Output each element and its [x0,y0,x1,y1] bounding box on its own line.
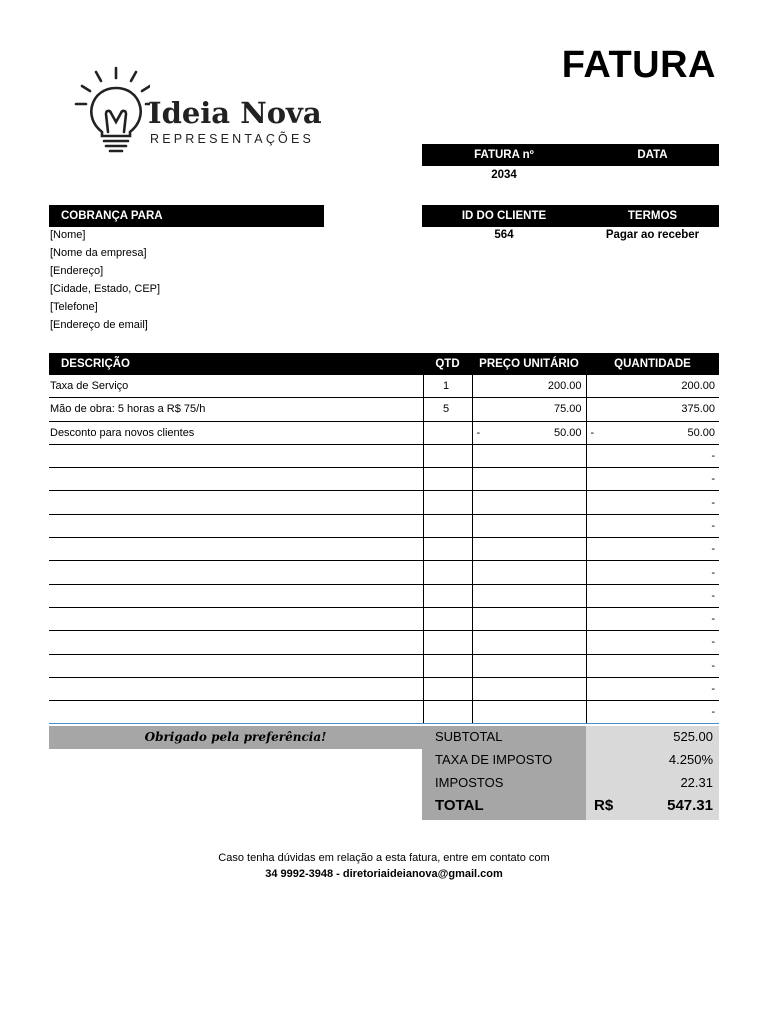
item-description [49,538,423,561]
lightbulb-icon [70,62,150,157]
item-qty: 5 [423,398,472,421]
client-id-label: ID DO CLIENTE [461,210,547,222]
items-header-row [49,353,719,375]
billing-company: [Nome da empresa] [50,247,147,259]
item-qty [423,701,472,724]
terms-label: TERMOS [627,210,678,222]
billing-city: [Cidade, Estado, CEP] [50,283,161,295]
item-amount [586,444,719,467]
item-amount [586,375,719,398]
billing-address: [Endereço] [50,265,104,277]
item-qty [423,607,472,630]
totals-values [586,726,719,820]
table-row [49,444,719,467]
billing-name: [Nome] [50,229,86,241]
item-unit-price [472,468,586,491]
thank-you-message: Obrigado pela preferência! [49,726,422,749]
item-unit-price [472,491,586,514]
table-row [49,677,719,700]
amount-sign: - [590,426,595,439]
item-unit-price [472,584,586,607]
table-row [49,538,719,561]
header-unit-price: PREÇO UNITÁRIO [472,353,586,375]
item-unit-price [472,701,586,724]
item-amount [586,677,719,700]
unit-price-value: 50.00 [553,426,582,439]
item-description [49,701,423,724]
total-label: TOTAL [435,797,484,814]
client-id: 564 [494,229,514,241]
item-amount [586,398,719,421]
amount-value: - [711,636,715,649]
date-label: DATA [637,149,668,161]
item-unit-price [472,607,586,630]
billing-header-bar [49,205,324,227]
item-unit-price [472,631,586,654]
invoice-header-bar [422,144,719,166]
items-table [49,353,719,724]
table-row [49,468,719,491]
amount-value: - [711,613,715,626]
item-qty [423,561,472,584]
item-qty [423,677,472,700]
footer-contact-text: Caso tenha dúvidas em relação a esta fatura, entre em contato com [218,852,550,864]
item-qty [423,491,472,514]
table-row [49,514,719,537]
table-row [49,654,719,677]
item-unit-price [472,654,586,677]
amount-value: - [711,543,715,556]
company-logo [70,62,320,162]
table-row [49,375,719,398]
item-amount [586,538,719,561]
tax-rate-value: 4.250% [668,752,713,767]
item-unit-price [472,514,586,537]
table-row [49,561,719,584]
table-row [49,701,719,724]
item-description [49,607,423,630]
item-qty [423,538,472,561]
item-unit-price [472,444,586,467]
item-amount [586,631,719,654]
client-header-bar [422,205,719,227]
item-unit-price [472,421,586,444]
amount-value: - [711,706,715,719]
item-unit-price [472,561,586,584]
table-row [49,607,719,630]
item-amount [586,468,719,491]
amount-value: 50.00 [687,426,715,439]
amount-value: - [711,519,715,532]
item-qty [423,421,472,444]
amount-value: - [711,496,715,509]
totals-labels [422,726,586,820]
total-currency: R$ [594,797,614,814]
table-row [49,631,719,654]
company-name: Ideia Nova [148,96,322,130]
item-description [49,514,423,537]
subtotal-label: SUBTOTAL [435,729,503,744]
item-amount [586,584,719,607]
item-description [49,491,423,514]
company-tagline: REPRESENTAÇÕES [150,132,315,146]
item-description: Taxa de Serviço [49,375,423,398]
payment-terms: Pagar ao receber [605,229,700,241]
amount-value: - [711,589,715,602]
item-description [49,584,423,607]
subtotal-value: 525.00 [673,729,713,744]
item-qty [423,654,472,677]
item-unit-price [472,375,586,398]
item-amount [586,421,719,444]
amount-value: - [711,659,715,672]
total-value: 547.31 [667,797,713,814]
item-qty [423,631,472,654]
unit-price-value: 200.00 [547,380,582,393]
item-qty [423,514,472,537]
item-qty [423,444,472,467]
unit-price-value: 75.00 [553,403,582,416]
item-description [49,468,423,491]
billing-phone: [Telefone] [50,301,98,313]
invoice-number: 2034 [491,169,517,181]
amount-value: - [711,473,715,486]
document-title: FATURA [561,44,716,86]
item-description: Mão de obra: 5 horas a R$ 75/h [49,398,423,421]
item-amount [586,514,719,537]
billing-label: COBRANÇA PARA [61,210,163,222]
amount-value: 375.00 [681,403,715,416]
billing-email: [Endereço de email] [50,319,148,331]
tax-rate-label: TAXA DE IMPOSTO [435,752,553,767]
item-qty: 1 [423,375,472,398]
item-amount [586,654,719,677]
item-qty [423,584,472,607]
item-description [49,444,423,467]
taxes-label: IMPOSTOS [435,775,504,790]
footer-contact-details: 34 9992-3948 - diretoriaideianova@gmail.com [265,868,503,880]
item-description [49,677,423,700]
item-description [49,631,423,654]
item-description [49,654,423,677]
header-description: DESCRIÇÃO [49,353,423,375]
item-unit-price [472,538,586,561]
table-row [49,398,719,421]
header-qty: QTD [423,353,472,375]
item-description [49,561,423,584]
header-amount: QUANTIDADE [586,353,719,375]
invoice-number-label: FATURA nº [474,149,534,161]
amount-value: 200.00 [681,380,715,393]
amount-value: - [711,450,715,463]
table-row [49,421,719,444]
amount-value: - [711,683,715,695]
unit-price-sign: - [476,426,481,439]
item-qty [423,468,472,491]
taxes-value: 22.31 [680,775,713,790]
item-amount [586,701,719,724]
table-row [49,584,719,607]
item-amount [586,491,719,514]
item-amount [586,607,719,630]
amount-value: - [711,566,715,579]
table-row [49,491,719,514]
item-description: Desconto para novos clientes [49,421,423,444]
item-amount [586,561,719,584]
item-unit-price [472,398,586,421]
item-unit-price [472,677,586,700]
